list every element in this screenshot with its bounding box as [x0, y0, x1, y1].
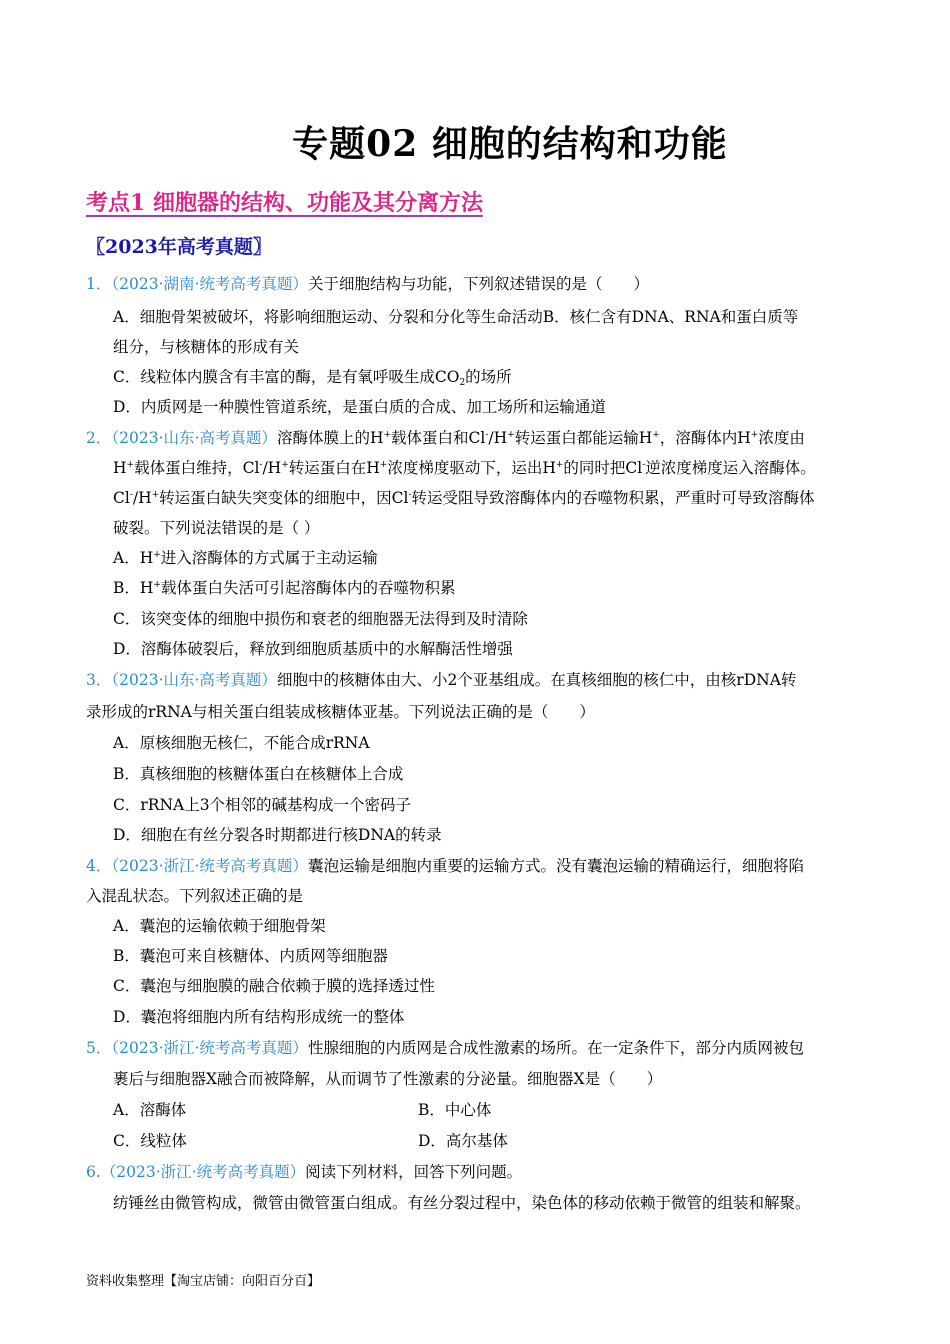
option-b-continued: 组分，与核糖体的形成有关 [113, 338, 300, 356]
question-5-stem-line-2: 裹后与细胞器X融合而被降解，从而调节了性激素的分泌量。细胞器X是（ ） [113, 1070, 663, 1088]
question-2-stem-line-2: H+载体蛋白维持，Cl-/H+转运蛋白在H+浓度梯度驱动下，运出H+的同时把Cl-逆浓度梯度运入溶酶体。 [113, 459, 816, 477]
option-a: A．原核细胞无核仁，不能合成rRNA [113, 734, 370, 752]
question-source: （2023·湖南·统考高考真题） [111, 275, 308, 293]
option-c: C．该突变体的细胞中损伤和衰老的细胞器无法得到及时清除 [113, 610, 528, 628]
option-b: B．H+载体蛋白失活可引起溶酶体内的吞噬物积累 [113, 579, 456, 597]
question-source: （2023·浙江·统考高考真题） [111, 1039, 308, 1057]
question-number: 5． [86, 1039, 112, 1057]
option-b: B．真核细胞的核糖体蛋白在核糖体上合成 [113, 765, 404, 783]
option-d: D．囊泡将细胞内所有结构形成统一的整体 [113, 1008, 405, 1026]
option-c: C．rRNA上3个相邻的碱基构成一个密码子 [113, 796, 412, 814]
question-number: 6. [86, 1163, 101, 1181]
option-d: D．高尔基体 [418, 1132, 508, 1150]
topic-heading: 考点1 细胞器的结构、功能及其分离方法 [86, 190, 483, 216]
question-3-stem-line-2: 录形成的rRNA与相关蛋白组装成核糖体亚基。下列说法正确的是（ ） [86, 703, 595, 721]
option-d: D．溶酶体破裂后，释放到细胞质基质中的水解酶活性增强 [113, 640, 513, 658]
option-d: D．细胞在有丝分裂各时期都进行核DNA的转录 [113, 826, 442, 844]
question-3-stem-line-1: 3．（2023·山东·高考真题）细胞中的核糖体由大、小2个亚基组成。在真核细胞的核仁中，由核rDNA转 [86, 671, 797, 689]
question-4-stem-line-1: 4．（2023·浙江·统考高考真题）囊泡运输是细胞内重要的运输方式。没有囊泡运输的精确运行，细胞将陷 [86, 857, 804, 875]
option-a: A．囊泡的运输依赖于细胞骨架 [113, 917, 326, 935]
question-1-stem [86, 274, 649, 294]
page-footer: 资料收集整理【淘宝店铺：向阳百分百】 [86, 1274, 321, 1289]
question-source: （2023·山东·高考真题） [111, 429, 277, 447]
question-2-stem-line-3: Cl-/H+转运蛋白缺失突变体的细胞中，因Cl-转运受阻导致溶酶体内的吞噬物积累，严重时可导致溶酶体 [113, 489, 815, 507]
page-title: 专题02 细胞的结构和功能 [292, 123, 728, 165]
question-text: 关于细胞结构与功能，下列叙述错误的是（ ） [307, 275, 649, 293]
question-2-stem-line-1: 2．（2023·山东·高考真题）溶酶体膜上的H+载体蛋白和Cl-/H+转运蛋白都能运输H+，溶酶体内H+浓度由 [86, 429, 805, 447]
question-1-options-ab [113, 307, 798, 327]
question-source: （2023·山东·高考真题） [111, 671, 277, 689]
question-number: 4． [86, 857, 112, 875]
option-c: C．囊泡与细胞膜的融合依赖于膜的选择透过性 [113, 977, 435, 995]
option-c: C．线粒体内膜含有丰富的酶，是有氧呼吸生成$CO_2$的场所 [113, 368, 512, 388]
option-a: A．H+进入溶酶体的方式属于主动运输 [113, 549, 378, 567]
question-6-material: 纺锤丝由微管构成，微管由微管蛋白组成。有丝分裂过程中，染色体的移动依赖于微管的组装和解聚。 [113, 1194, 811, 1212]
section-heading: 〖2023年高考真题〗 [86, 236, 272, 258]
option-c: C．线粒体 [113, 1132, 187, 1150]
option-a: A．溶酶体 [113, 1101, 187, 1119]
option-d: D．内质网是一种膜性管道系统，是蛋白质的合成、加工场所和运输通道 [113, 398, 606, 416]
option-b: B．核仁含有DNA、RNA和蛋白质等 [542, 308, 799, 326]
option-b: B．中心体 [418, 1101, 492, 1119]
question-5-stem-line-1: 5．（2023·浙江·统考高考真题）性腺细胞的内质网是合成性激素的场所。在一定条件下，部分内质网被包 [86, 1039, 804, 1057]
question-number: 2． [86, 429, 112, 447]
question-4-stem-line-2: 入混乱状态。下列叙述正确的是 [86, 887, 304, 905]
option-b: B．囊泡可来自核糖体、内质网等细胞器 [113, 947, 388, 965]
question-6-stem-line-1: 6.（2023·浙江·统考高考真题）阅读下列材料，回答下列问题。 [86, 1163, 523, 1181]
question-source: （2023·浙江·统考高考真题） [111, 857, 308, 875]
question-number: 3． [86, 671, 112, 689]
question-number: 1． [86, 275, 112, 293]
option-a: A．细胞骨架被破坏，将影响细胞运动、分裂和分化等生命活动 [113, 308, 543, 326]
question-source: （2023·浙江·统考高考真题） [100, 1163, 306, 1181]
question-2-stem-line-4: 破裂。下列说法错误的是（ ） [113, 519, 320, 537]
